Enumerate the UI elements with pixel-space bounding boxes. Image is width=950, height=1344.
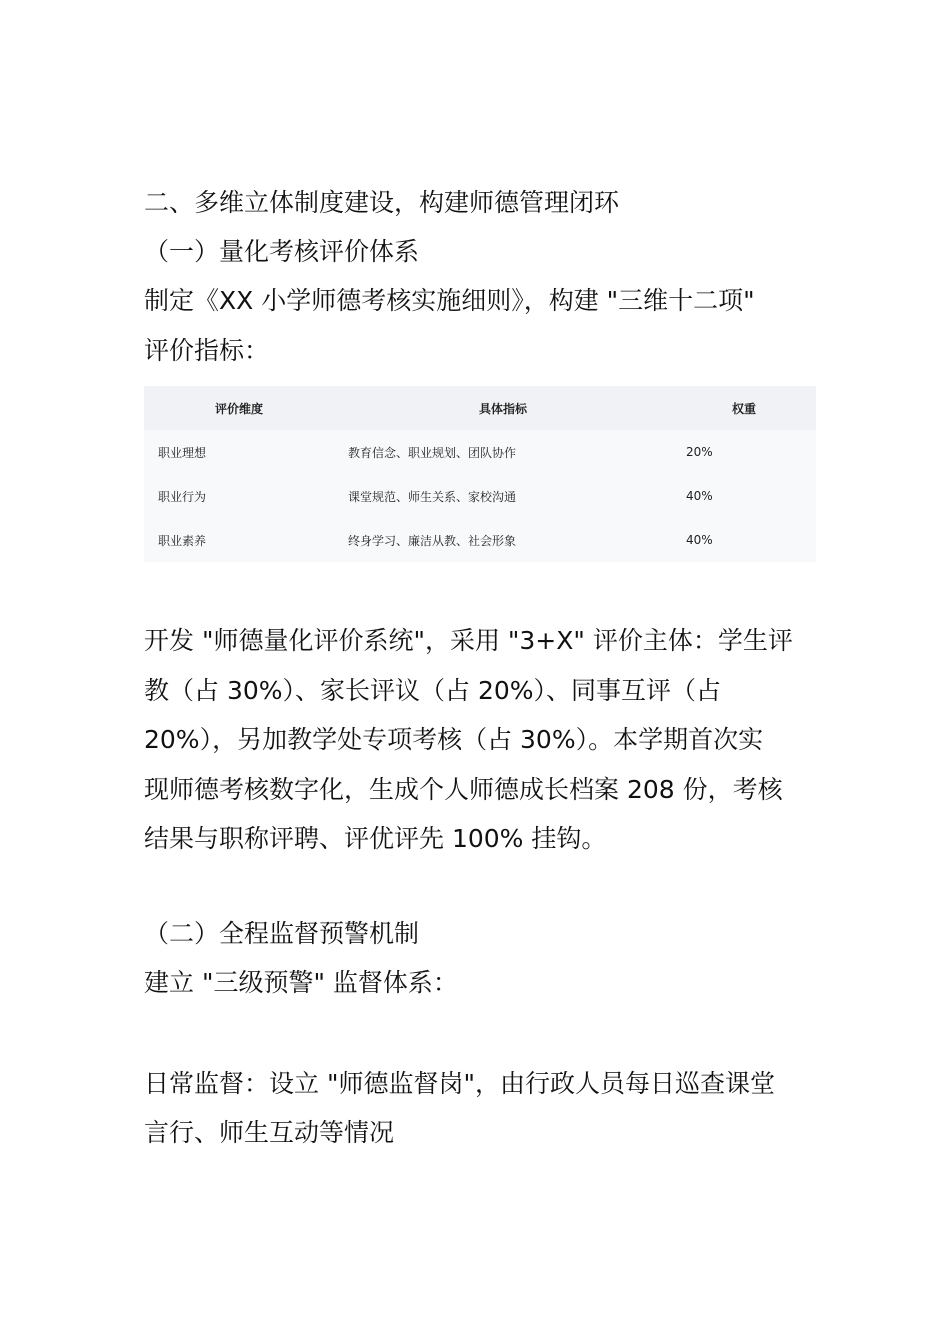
paragraph-line: 言行、师生互动等情况 (144, 1118, 395, 1147)
system-paragraph (144, 616, 816, 864)
document-page (144, 178, 816, 1158)
cell-weight: 40% (686, 489, 713, 503)
table-row (144, 518, 816, 562)
table-header-row (144, 386, 816, 430)
table-row (144, 430, 816, 474)
header-weight: 权重 (672, 386, 816, 430)
spacer (144, 1007, 816, 1059)
header-dimension: 评价维度 (144, 386, 334, 430)
warning-intro: 建立 "三级预警" 监督体系： (144, 967, 458, 997)
intro-paragraph (144, 276, 816, 375)
spacer (144, 864, 816, 909)
cell-weight: 20% (686, 445, 713, 459)
intro-line: 评价指标： (144, 335, 270, 365)
paragraph-line: 现师德考核数字化，生成个人师德成长档案 208 份，考核 (144, 774, 783, 804)
intro-line: 制定《XX 小学师德考核实施细则》，构建 "三维十二项" (144, 286, 755, 315)
evaluation-metrics-table (144, 386, 816, 562)
cell-indicators: 课堂规范、师生关系、家校沟通 (348, 489, 517, 504)
paragraph-line: 20%），另加教学处专项考核（占 30%）。本学期首次实 (144, 725, 764, 754)
subsection-heading-supervision: （二）全程监督预警机制 (144, 918, 420, 948)
cell-indicators: 终身学习、廉洁从教、社会形象 (348, 533, 517, 548)
paragraph-line: 开发 "师德量化评价系统"，采用 "3+X" 评价主体：学生评 (144, 626, 793, 655)
spacer (144, 562, 816, 616)
cell-indicators: 教育信念、职业规划、团队协作 (348, 445, 517, 460)
cell-weight: 40% (686, 533, 713, 547)
subsection-heading-quantified-assessment: （一）量化考核评价体系 (144, 237, 420, 266)
cell-dimension: 职业素养 (158, 533, 207, 548)
header-indicators: 具体指标 (334, 386, 672, 430)
cell-dimension: 职业理想 (158, 445, 207, 460)
paragraph-line: 结果与职称评聘、评优评先 100% 挂钩。 (144, 824, 607, 853)
paragraph-line: 教（占 30%）、家长评议（占 20%）、同事互评（占 (144, 675, 722, 705)
daily-supervision-paragraph (144, 1059, 816, 1158)
paragraph-line: 日常监督：设立 "师德监督岗"，由行政人员每日巡查课堂 (144, 1068, 775, 1098)
table-row (144, 474, 816, 518)
section-heading: 二、多维立体制度建设，构建师德管理闭环 (144, 188, 620, 217)
cell-dimension: 职业行为 (158, 489, 207, 504)
